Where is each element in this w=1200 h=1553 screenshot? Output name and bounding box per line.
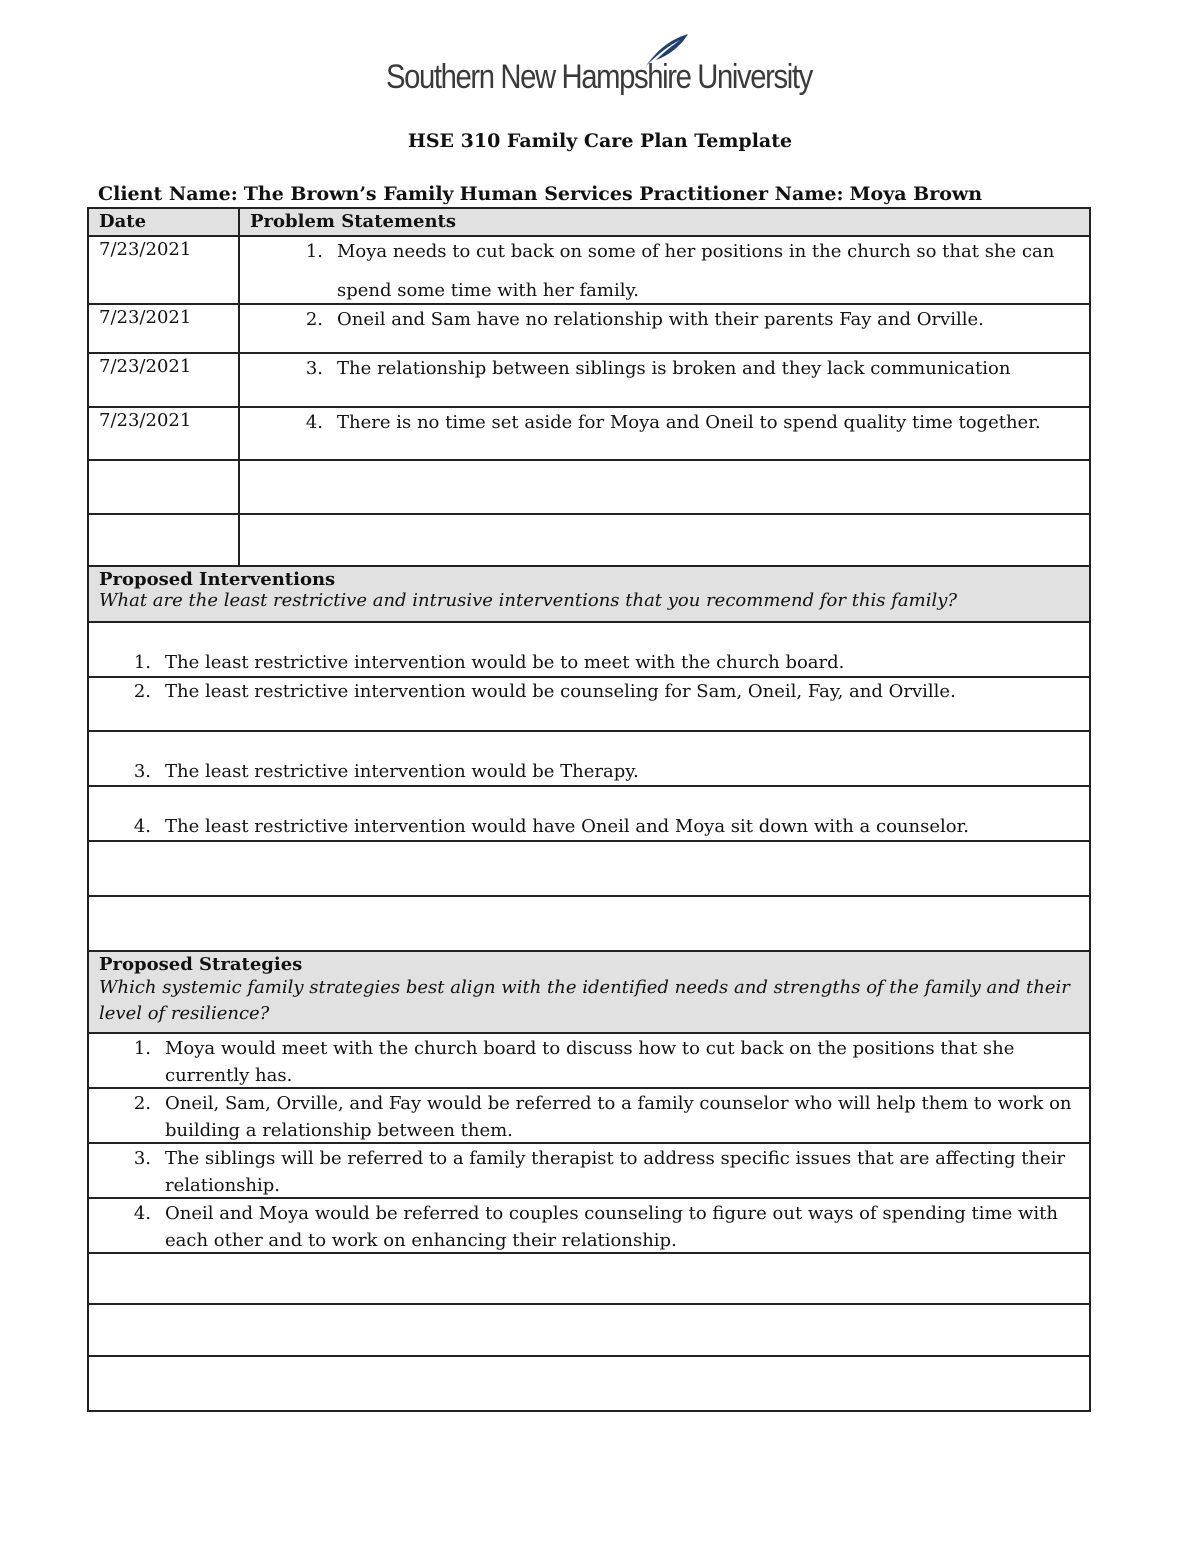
client-line (98, 183, 988, 205)
logo-text: Southern New Hampshire University (386, 58, 812, 96)
problem-number: 3. (305, 358, 323, 379)
problem-date: 7/23/2021 (89, 237, 240, 303)
intervention-number: 4. (133, 816, 151, 837)
date-header: Date (89, 209, 240, 235)
practitioner-label: Human Services Practitioner Name: (459, 183, 844, 205)
strategy-text: The siblings will be referred to a family therapist to address specific issues that are affecting their relationship. (165, 1148, 1066, 1196)
page-title: HSE 310 Family Care Plan Template (407, 130, 793, 152)
table-row (87, 237, 1091, 305)
intervention-number: 3. (133, 761, 151, 782)
empty-row (87, 897, 1091, 952)
intervention-row (87, 678, 1091, 732)
client-name-label: Client Name: (98, 183, 238, 205)
strategy-number: 3. (133, 1148, 151, 1169)
empty-row (87, 515, 1091, 567)
interventions-question: What are the least restrictive and intrusive interventions that you recommend for this family? (99, 590, 958, 611)
strategy-number: 4. (133, 1203, 151, 1224)
care-plan-table (87, 207, 1091, 1412)
intervention-text: The least restrictive intervention would be counseling for Sam, Oneil, Fay, and Orville. (165, 681, 956, 702)
problem-text: Moya needs to cut back on some of her positions in the church so that she can spend some time with her family. (337, 241, 1055, 301)
problem-text: Oneil and Sam have no relationship with their parents Fay and Orville. (337, 309, 984, 330)
strategies-question: Which systemic family strategies best align with the identified needs and strengths of the family and their level of resilience? (99, 977, 1070, 1024)
strategy-number: 2. (133, 1093, 151, 1114)
intervention-row (87, 732, 1091, 787)
interventions-header (87, 567, 1091, 623)
strategy-row (87, 1199, 1091, 1254)
problem-text: The relationship between siblings is broken and they lack communication (337, 358, 1011, 379)
table-row (87, 305, 1091, 354)
empty-row (87, 1254, 1091, 1305)
empty-row (87, 461, 1091, 515)
intervention-text: The least restrictive intervention would be Therapy. (165, 761, 639, 782)
client-name-value: The Brown’s Family (243, 183, 454, 205)
intervention-number: 1. (133, 652, 151, 673)
strategy-text: Oneil, Sam, Orville, and Fay would be referred to a family counselor who will help them to work on building a relationship between them. (165, 1093, 1072, 1141)
practitioner-value: Moya Brown (849, 183, 983, 205)
intervention-row (87, 623, 1091, 678)
interventions-title: Proposed Interventions (99, 569, 336, 590)
problem-number: 1. (305, 241, 323, 262)
intervention-text: The least restrictive intervention would have Oneil and Moya sit down with a counselor. (165, 816, 969, 837)
strategy-row (87, 1089, 1091, 1144)
intervention-row (87, 787, 1091, 842)
empty-row (87, 1357, 1091, 1412)
problem-date: 7/23/2021 (89, 354, 240, 406)
problem-number: 2. (305, 309, 323, 330)
strategies-header (87, 952, 1091, 1034)
problem-number: 4. (305, 412, 323, 433)
problem-date: 7/23/2021 (89, 305, 240, 352)
university-logo (386, 32, 816, 104)
table-row (87, 354, 1091, 408)
problem-date: 7/23/2021 (89, 408, 240, 459)
table-row (87, 408, 1091, 461)
strategy-text: Oneil and Moya would be referred to couples counseling to figure out ways of spending time with each other and to work on enhancing their relationship. (165, 1203, 1058, 1251)
empty-row (87, 1305, 1091, 1357)
strategy-number: 1. (133, 1038, 151, 1059)
empty-row (87, 842, 1091, 897)
problem-text: There is no time set aside for Moya and Oneil to spend quality time together. (337, 412, 1041, 433)
intervention-number: 2. (133, 681, 151, 702)
strategy-row (87, 1034, 1091, 1089)
strategies-title: Proposed Strategies (99, 954, 303, 975)
strategy-text: Moya would meet with the church board to discuss how to cut back on the positions that she currently has. (165, 1038, 1015, 1086)
intervention-text: The least restrictive intervention would be to meet with the church board. (165, 652, 845, 673)
strategy-row (87, 1144, 1091, 1199)
problem-statements-header: Problem Statements (250, 211, 456, 232)
